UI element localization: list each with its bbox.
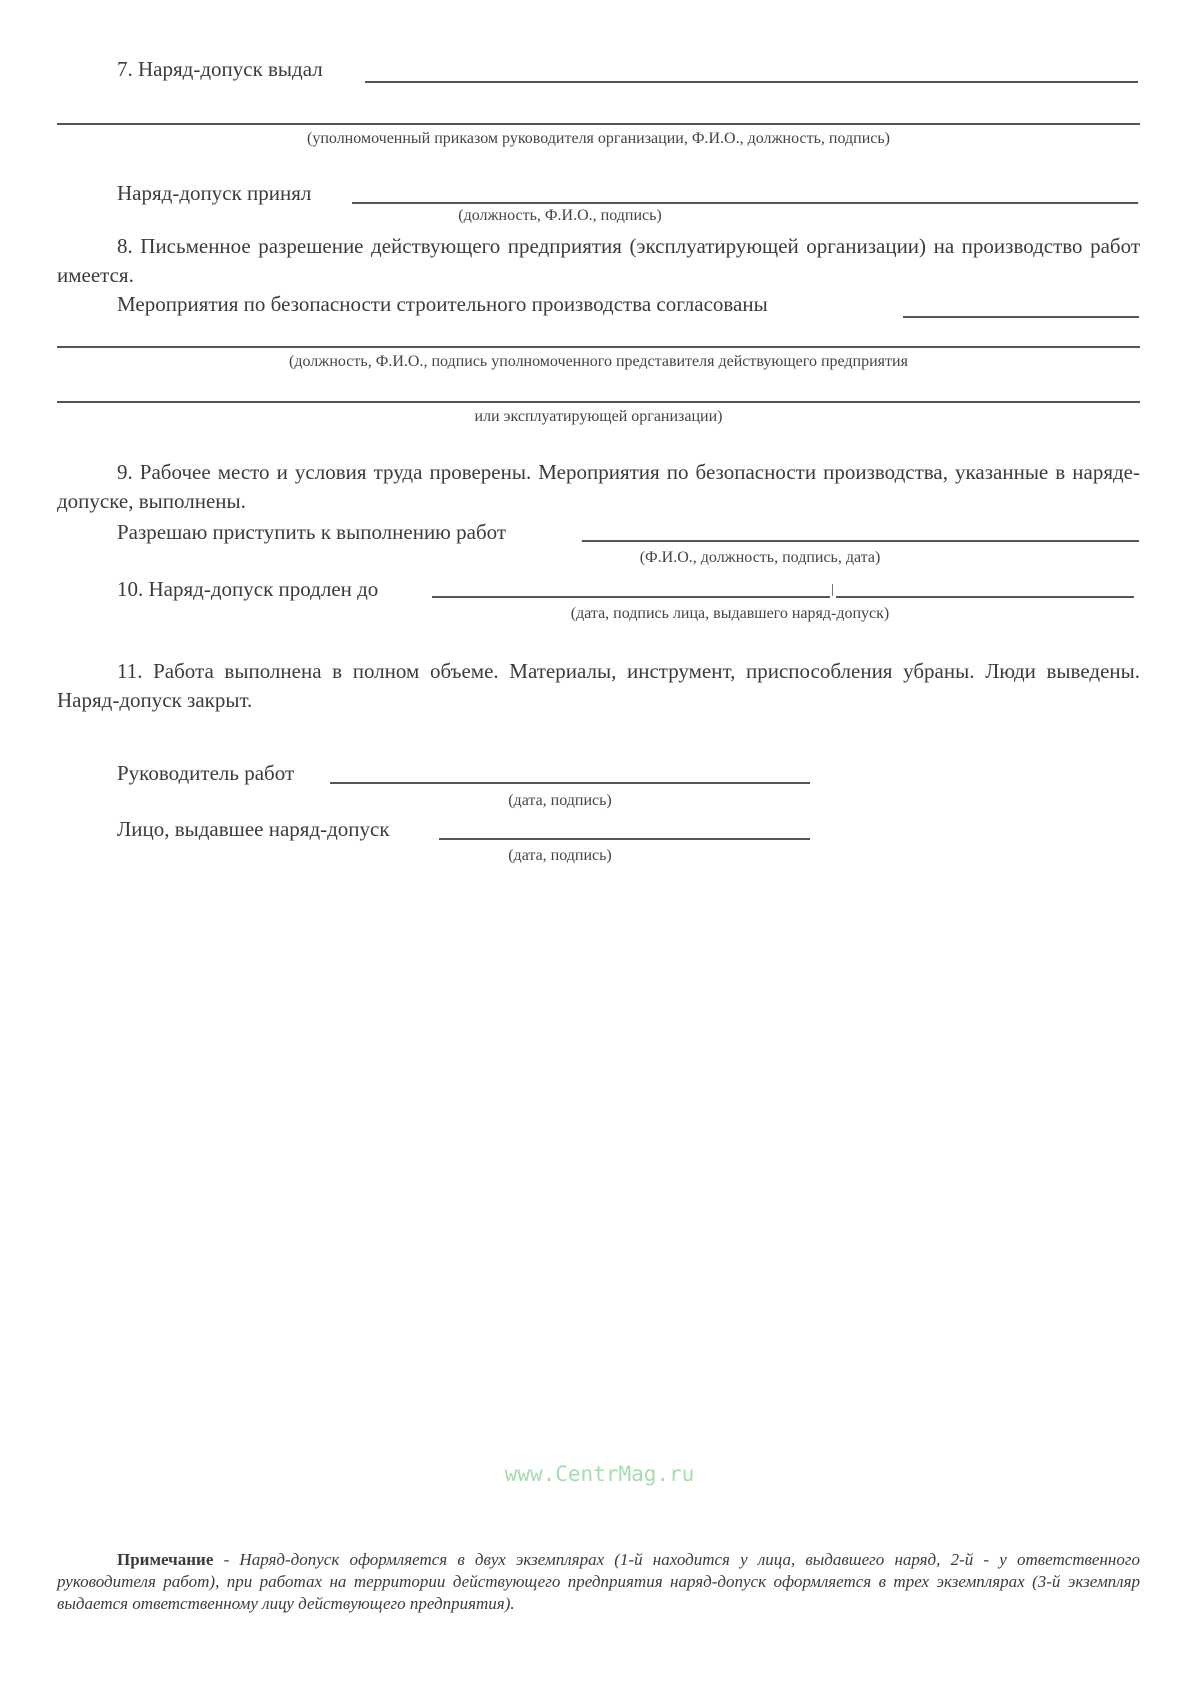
section8-paragraph: 8. Письменное разрешение действующего предприятия (эксплуатирующей организации) на производство работ имеется. [57,234,1140,287]
issued-caption: (уполномоченный приказом руководителя организации, Ф.И.О., должность, подпись) [307,130,890,147]
agreed-label: Мероприятия по безопасности строительного производства согласованы [117,292,768,316]
permit-label: Разрешаю приступить к выполнению работ [117,520,507,544]
extended-date-line[interactable] [432,596,830,598]
permit-signature-line[interactable] [582,540,1139,542]
extended-label: 10. Наряд-допуск продлен до [117,577,379,601]
issuer-label: Лицо, выдавшее наряд-допуск [117,817,390,841]
note-separator: - [213,1550,240,1569]
issued-label: 7. Наряд-допуск выдал [117,57,323,81]
manager-signature-line[interactable] [330,782,810,784]
issuer-caption: (дата, подпись) [508,847,612,864]
accepted-caption: (должность, Ф.И.О., подпись) [458,207,662,224]
extended-line-separator [832,584,833,596]
note-title: Примечание [117,1550,214,1569]
section9-paragraph: 9. Рабочее место и условия труда проверены. Мероприятия по безопасности производства, указанные в наряде-допуске, выполнены. [57,460,1140,513]
note [57,1549,1140,1615]
section11-paragraph: 11. Работа выполнена в полном объеме. Материалы, инструмент, приспособления убраны. Люди выведены. Наряд-допуск закрыт. [57,659,1140,712]
manager-label: Руководитель работ [117,761,295,785]
extended-signature-line[interactable] [836,596,1134,598]
agreed-caption-2: или эксплуатирующей организации) [474,408,723,425]
manager-caption: (дата, подпись) [508,792,612,809]
agreed-details-line-2[interactable] [57,401,1140,403]
issuer-signature-line[interactable] [439,838,810,840]
accepted-signature-line[interactable] [352,202,1138,204]
issued-details-line[interactable] [57,123,1140,125]
permit-caption: (Ф.И.О., должность, подпись, дата) [639,549,881,566]
note-text: Наряд-допуск оформляется в двух экземплярах (1-й находится у лица, выдавшего наряд, 2-й - у ответственного руководителя работ), при работах на территории действующего предприятия наряд-допуск оформляется в трех экземплярах (3-й экземпляр выдается ответственному лицу действующего предприятия). [57,1550,1140,1613]
agreed-details-line-1[interactable] [57,346,1140,348]
extended-caption: (дата, подпись лица, выдавшего наряд-допуск) [570,605,890,622]
watermark: www.CentrMag.ru [504,1462,695,1486]
issued-signature-line[interactable] [365,81,1138,83]
agreed-caption-1: (должность, Ф.И.О., подпись уполномоченного представителя действующего предприятия [289,353,908,370]
agreed-signature-line[interactable] [903,316,1139,318]
accepted-label: Наряд-допуск принял [117,181,312,205]
